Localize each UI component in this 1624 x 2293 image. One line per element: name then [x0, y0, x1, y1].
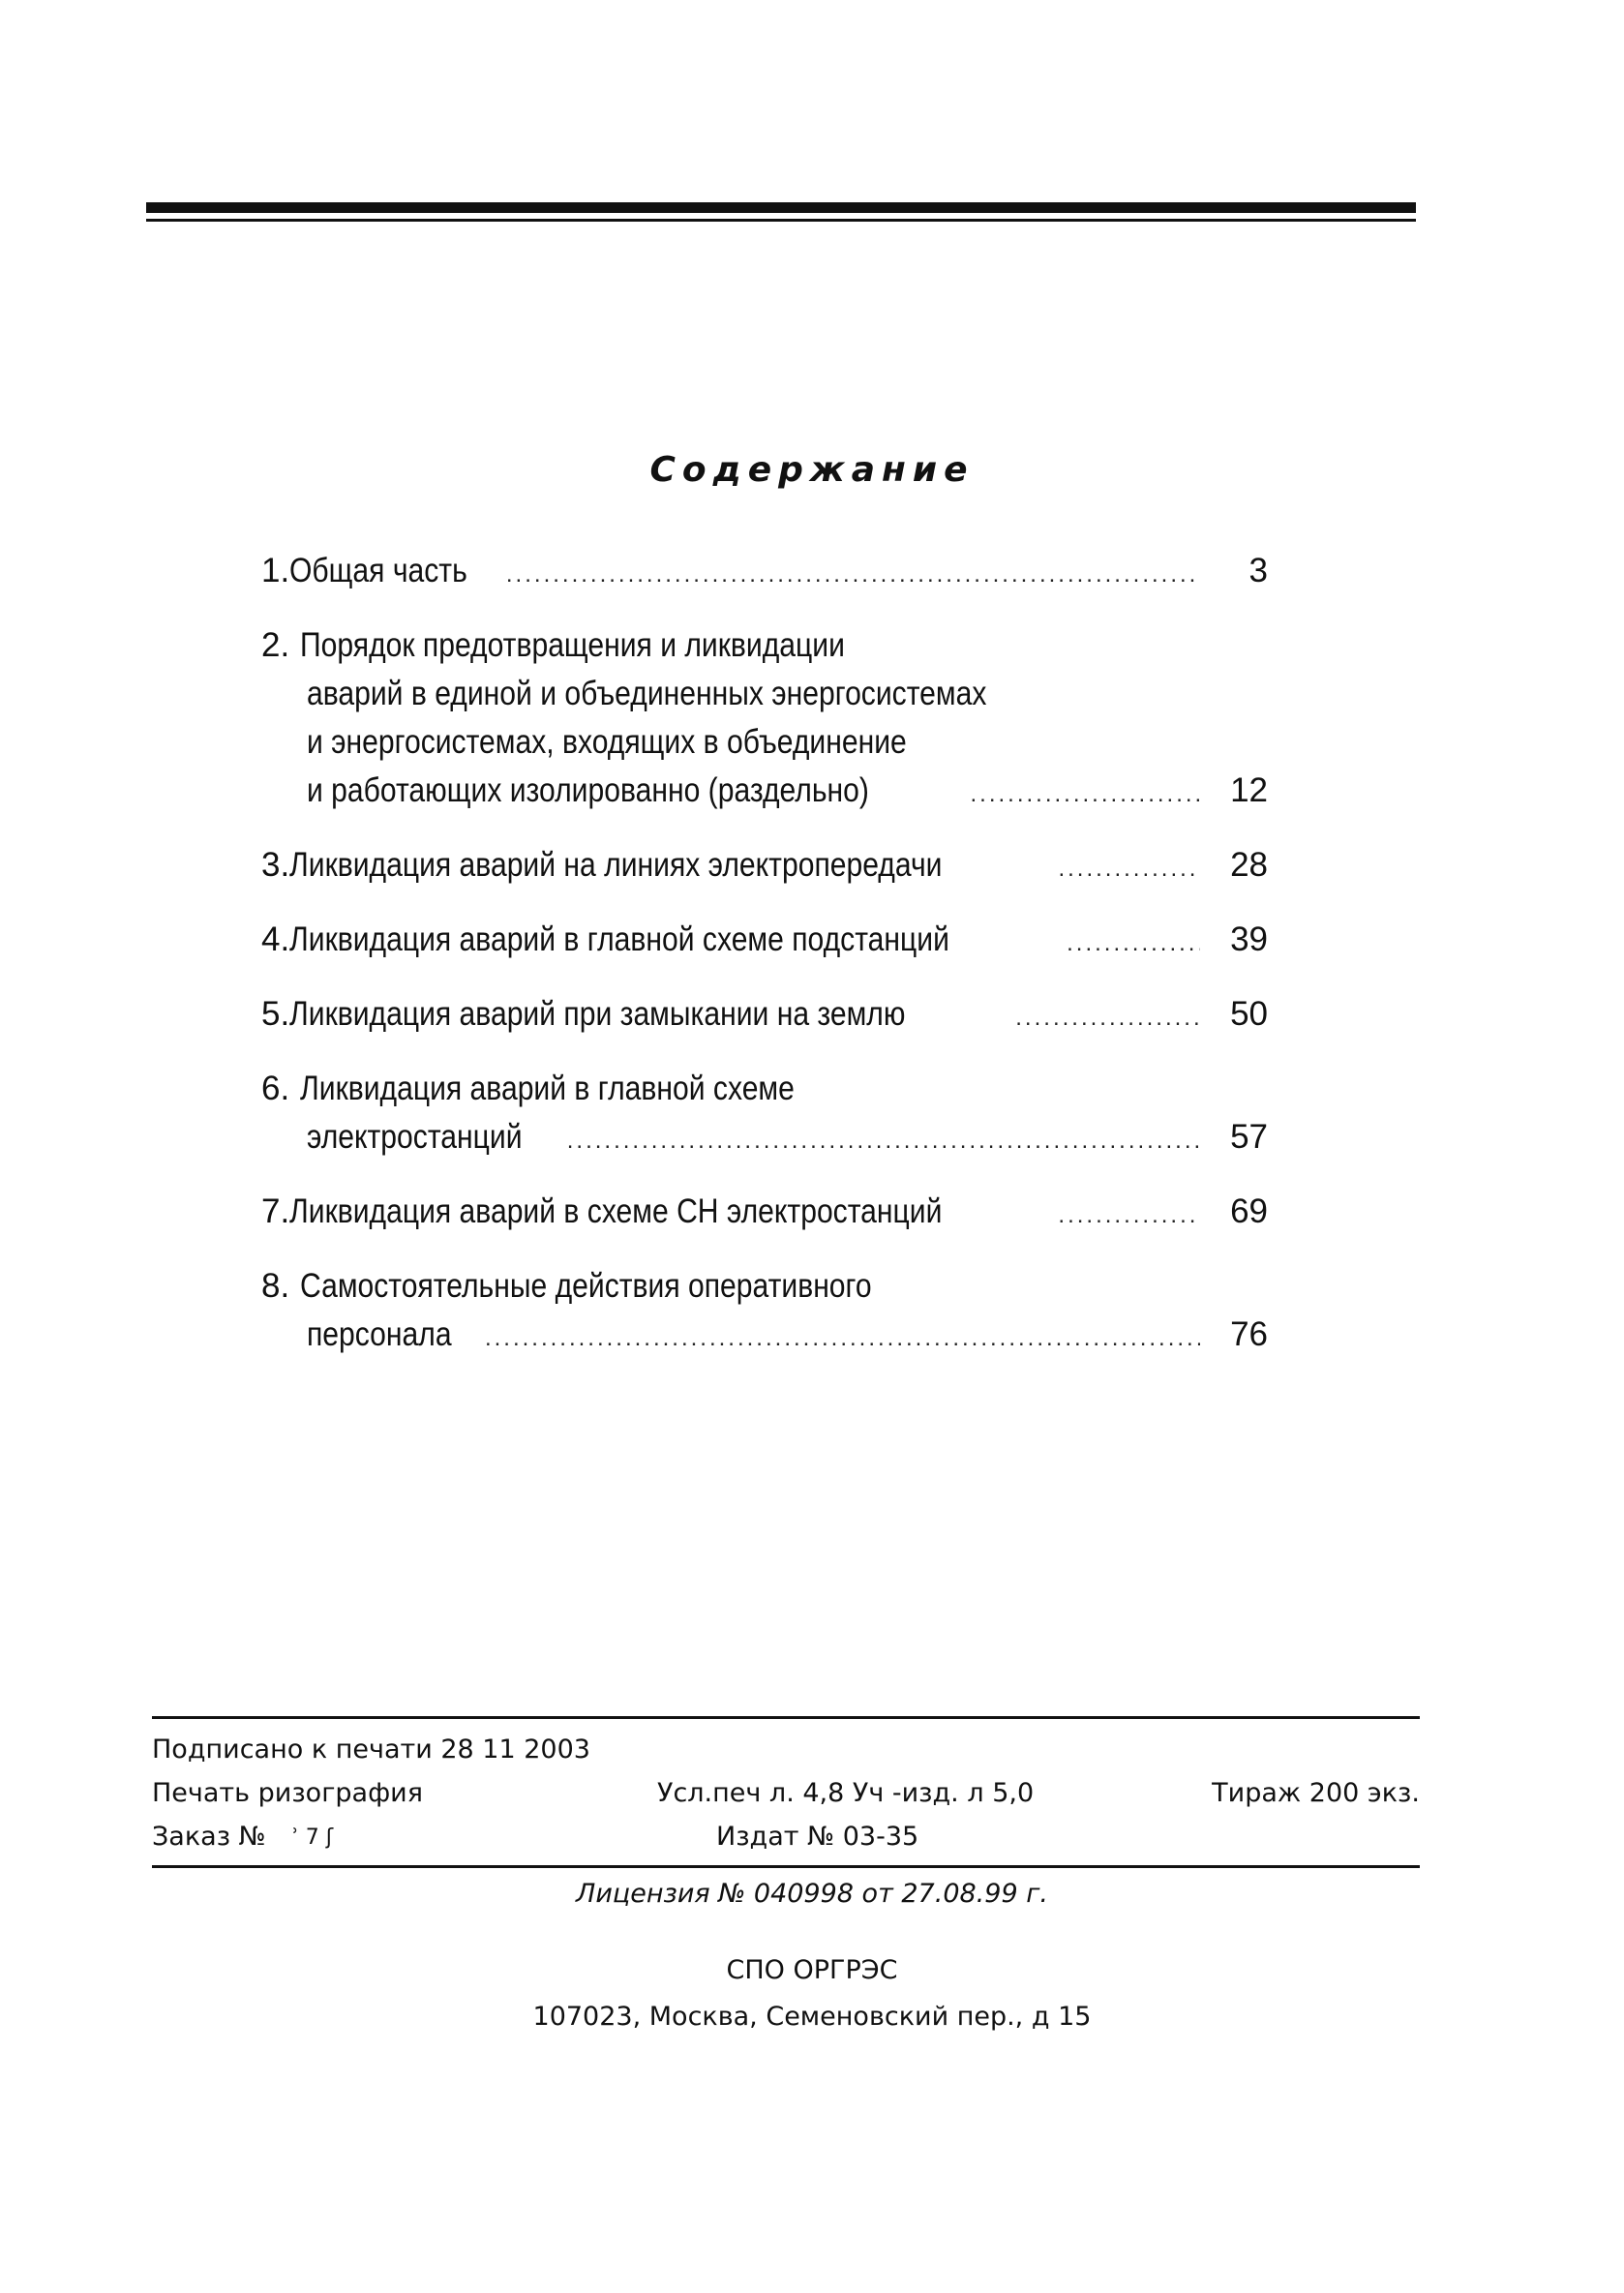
toc-page-number: 12	[1230, 771, 1268, 809]
toc-line	[261, 767, 1268, 819]
toc-page-number: 57	[1230, 1118, 1268, 1156]
toc-leader-dots	[567, 1117, 1200, 1165]
toc-entry-number: 2.	[261, 626, 290, 664]
imprint-top-rule	[152, 1716, 1420, 1719]
toc-leader-dots	[971, 770, 1201, 819]
toc-entry-text: и работающих изолированно (раздельно)	[307, 771, 869, 809]
order-label: Заказ №	[152, 1822, 266, 1852]
toc-entry-text: Ликвидация аварий на линиях электропередачи	[289, 846, 943, 884]
toc-page-number: 28	[1230, 846, 1268, 884]
toc-page-number: 76	[1230, 1315, 1268, 1353]
toc-entry-number: 5.	[261, 995, 290, 1033]
toc-entry-text: Ликвидация аварий в главной схеме	[300, 1070, 795, 1107]
toc-entry	[261, 547, 1268, 599]
toc-line	[261, 841, 1268, 893]
toc-entry-text: Ликвидация аварий в главной схеме подстанций	[289, 920, 950, 958]
toc-entry-text: Порядок предотвращения и ликвидации	[300, 626, 845, 664]
toc-leader-dots	[1015, 994, 1200, 1042]
imprint	[152, 1716, 1420, 1868]
toc-page-number: 39	[1230, 920, 1268, 958]
top-rule-thick	[146, 202, 1416, 213]
toc-leader-dots	[485, 1314, 1200, 1363]
toc-entry	[261, 841, 1268, 893]
toc-page-number: 50	[1230, 995, 1268, 1033]
toc-entry-text: и энергосистемах, входящих в объединение	[307, 723, 907, 761]
toc-line	[261, 1113, 1268, 1165]
top-rule	[146, 202, 1416, 227]
toc-entry-text: аварий в единой и объединенных энергосистемах	[307, 675, 987, 712]
order-number-handwritten: ʾ 7 ʃ	[292, 1825, 334, 1850]
toc-title: Содержание	[649, 450, 975, 490]
toc-entry-text: Общая часть	[289, 552, 467, 589]
toc-line	[261, 1262, 1268, 1311]
toc-entry-text: электростанций	[307, 1118, 523, 1156]
toc-line	[261, 916, 1268, 968]
toc-entry-number: 4.	[261, 920, 290, 958]
table-of-contents	[261, 547, 1268, 1385]
address: 107023, Москва, Семеновский пер., д 15	[532, 2002, 1092, 2032]
toc-page-number: 3	[1248, 552, 1268, 589]
toc-entry-text: Ликвидация аварий в схеме СН электростанций	[289, 1192, 943, 1230]
toc-line	[261, 1311, 1268, 1363]
toc-entry	[261, 1188, 1268, 1240]
toc-entry	[261, 1065, 1268, 1165]
circulation: Тираж 200 экз.	[1212, 1778, 1420, 1808]
top-rule-thin	[146, 219, 1416, 222]
toc-leader-dots	[1058, 1192, 1200, 1240]
toc-entry	[261, 990, 1268, 1042]
toc-entry	[261, 916, 1268, 968]
toc-entry	[261, 621, 1268, 819]
toc-entry-number: 6.	[261, 1070, 290, 1107]
toc-entry-number: 7.	[261, 1192, 290, 1230]
imprint-bottom-rule	[152, 1865, 1420, 1868]
toc-line	[261, 670, 1268, 718]
imprint-row-3	[152, 1816, 1420, 1859]
toc-line	[261, 1188, 1268, 1240]
print-sheets: Усл.печ л. 4,8 Уч -изд. л 5,0	[657, 1778, 1035, 1808]
toc-entry-number: 3.	[261, 846, 290, 884]
toc-leader-dots	[1058, 845, 1200, 893]
toc-entry-text: Ликвидация аварий при замыкании на землю	[289, 995, 906, 1033]
toc-entry-text: персонала	[307, 1315, 452, 1353]
toc-leader-dots	[506, 551, 1200, 599]
toc-line	[261, 990, 1268, 1042]
print-type: Печать ризография	[152, 1778, 423, 1808]
toc-entry-text: Самостоятельные действия оперативного	[300, 1267, 872, 1305]
signed-to-print: Подписано к печати 28 11 2003	[152, 1735, 590, 1765]
toc-page-number: 69	[1230, 1192, 1268, 1230]
toc-entry-number: 1.	[261, 552, 290, 589]
imprint-row-2	[152, 1772, 1420, 1816]
license: Лицензия № 040998 от 27.08.99 г.	[576, 1879, 1048, 1909]
toc-line	[261, 547, 1268, 599]
toc-line	[261, 718, 1268, 767]
toc-entry-number: 8.	[261, 1267, 290, 1305]
toc-entry	[261, 1262, 1268, 1363]
edition-number: Издат № 03-35	[716, 1822, 919, 1852]
imprint-row-1	[152, 1729, 1420, 1772]
organization: СПО ОРГРЭС	[726, 1955, 898, 1985]
toc-line	[261, 1065, 1268, 1113]
toc-line	[261, 621, 1268, 670]
toc-leader-dots	[1067, 920, 1200, 968]
